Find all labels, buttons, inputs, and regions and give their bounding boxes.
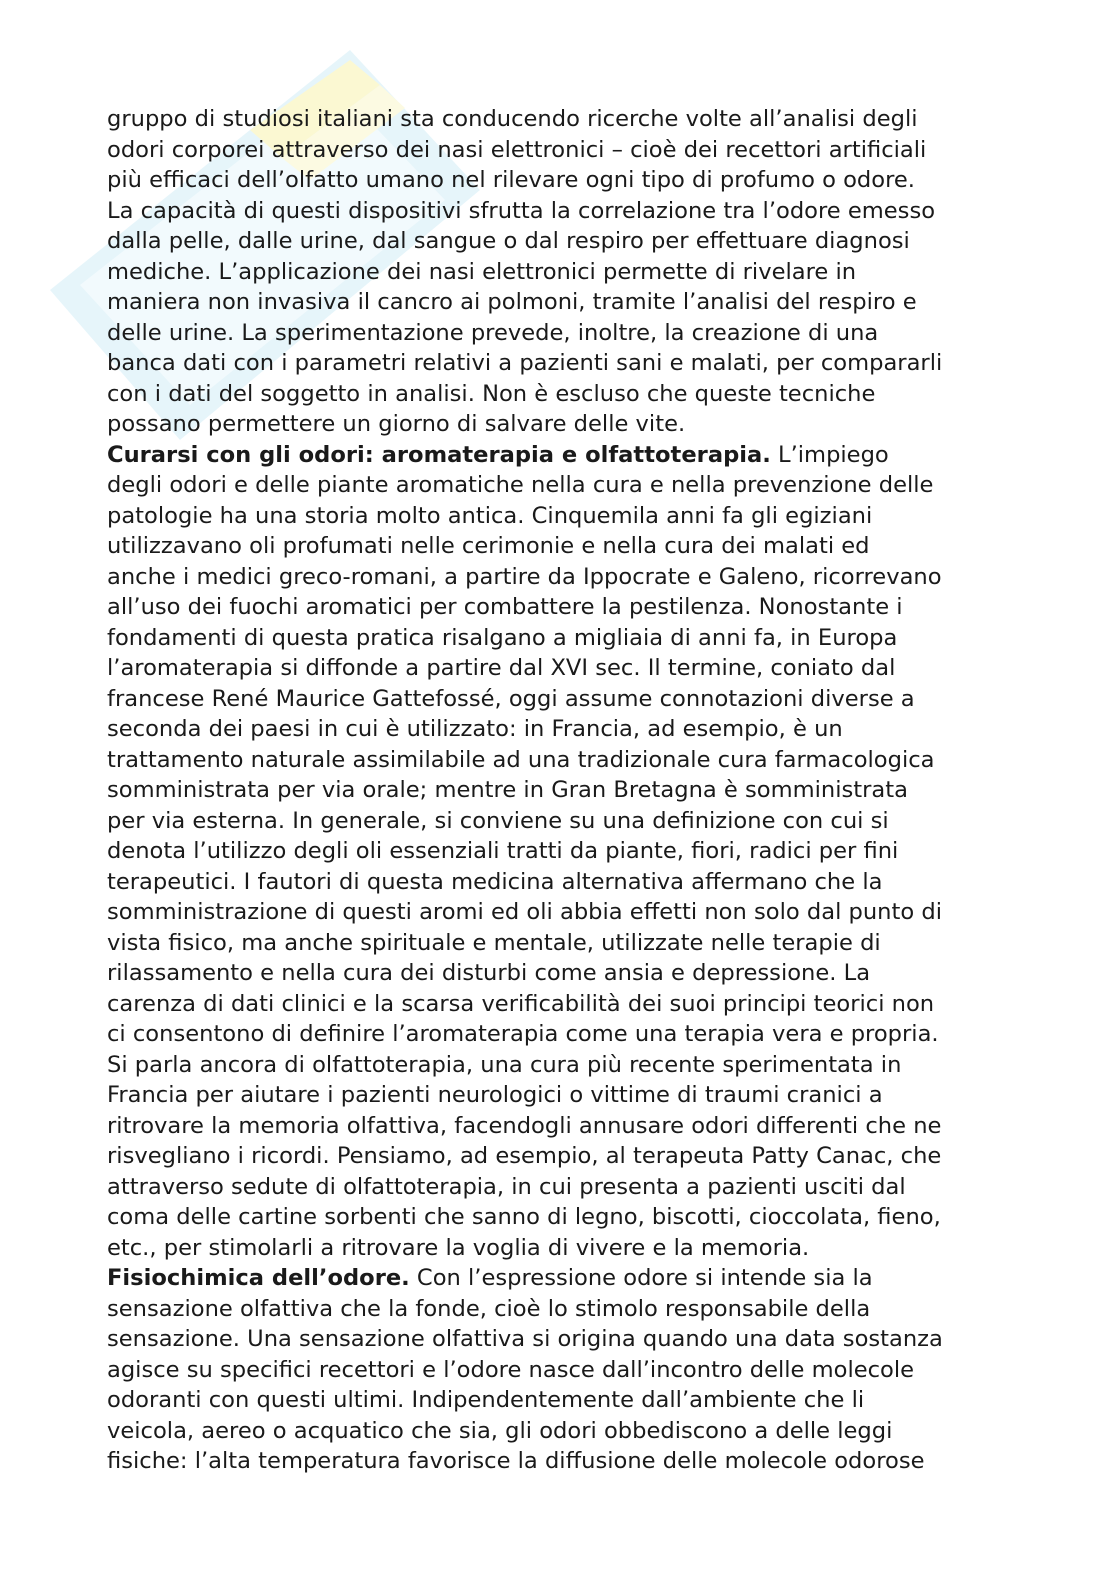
text-line: seconda dei paesi in cui è utilizzato: in Francia, ad esempio, è un <box>107 716 843 742</box>
text-line: trattamento naturale assimilabile ad una tradizionale cura farmacologica <box>107 746 935 773</box>
text-line: odori corporei attraverso dei nasi elettronici – cioè dei recettori artificiali <box>107 136 927 163</box>
text-line <box>107 440 1022 471</box>
text-line: sensazione olfattiva che la fonde, cioè lo stimolo responsabile della <box>107 1295 871 1322</box>
text-line: ci consentono di definire l’aromaterapia come una terapia vera e propria. <box>107 1021 939 1047</box>
text-line: banca dati con i parametri relativi a pazienti sani e malati, per compararli <box>107 350 943 376</box>
text-line: degli odori e delle piante aromatiche nella cura e nella prevenzione delle <box>107 472 934 498</box>
text-line <box>107 1263 1022 1294</box>
text-line: Si parla ancora di olfattoterapia, una cura più recente sperimentata in <box>107 1051 902 1078</box>
text-line: rilassamento e nella cura dei disturbi come ansia e depressione. La <box>107 960 871 986</box>
text-line: fondamenti di questa pratica risalgano a migliaia di anni fa, in Europa <box>107 624 898 651</box>
text-line: terapeutici. I fautori di questa medicina alternativa affermano che la <box>107 868 883 895</box>
text-line: agisce su specifici recettori e l’odore nasce dall’incontro delle molecole <box>107 1356 915 1383</box>
text-line: maniera non invasiva il cancro ai polmoni, tramite l’analisi del respiro e <box>107 289 917 315</box>
section-odor-physics <box>107 1263 1022 1477</box>
text-line: francese René Maurice Gattefossé, oggi assume connotazioni diverse a <box>107 685 915 712</box>
text-line: utilizzavano oli profumati nelle cerimonie e nella cura dei malati ed <box>107 533 870 559</box>
paragraph-e-nose <box>107 104 1022 440</box>
text-line: carenza di dati clinici e la scarsa verificabilità dei suoi principi teorici non <box>107 990 935 1017</box>
text-line: per via esterna. In generale, si conviene su una definizione con cui si <box>107 807 889 834</box>
text-line: con i dati del soggetto in analisi. Non è escluso che queste tecniche <box>107 380 876 407</box>
text-line: dalla pelle, dalle urine, dal sangue o dal respiro per effettuare diagnosi <box>107 228 910 254</box>
text-line: denota l’utilizzo degli oli essenziali tratti da piante, fiori, radici per fini <box>107 838 899 864</box>
heading-line-text: Con l’espressione odore si intende sia la <box>409 1265 873 1291</box>
text-line: La capacità di questi dispositivi sfrutta la correlazione tra l’odore emesso <box>107 197 936 224</box>
text-line: più efficaci dell’olfatto umano nel rilevare ogni tipo di profumo o odore. <box>107 167 915 193</box>
text-line: coma delle cartine sorbenti che sanno di legno, biscotti, cioccolata, fieno, <box>107 1204 941 1230</box>
section-aromatherapy <box>107 440 1022 1264</box>
text-line: ritrovare la memoria olfattiva, facendogli annusare odori differenti che ne <box>107 1112 942 1139</box>
text-line: somministrata per via orale; mentre in Gran Bretagna è somministrata <box>107 777 908 803</box>
section-heading-aromatherapy: Curarsi con gli odori: aromaterapia e olfattoterapia. <box>107 441 771 468</box>
text-line: anche i medici greco-romani, a partire da Ippocrate e Galeno, ricorrevano <box>107 563 942 590</box>
document-body <box>107 104 1022 1477</box>
text-line: delle urine. La sperimentazione prevede, inoltre, la creazione di una <box>107 319 879 346</box>
text-line: risvegliano i ricordi. Pensiamo, ad esempio, al terapeuta Patty Canac, che <box>107 1143 942 1169</box>
text-line: all’uso dei fuochi aromatici per combattere la pestilenza. Nonostante i <box>107 594 903 620</box>
text-line: odoranti con questi ultimi. Indipendentemente dall’ambiente che li <box>107 1387 865 1413</box>
text-line: fisiche: l’alta temperatura favorisce la diffusione delle molecole odorose <box>107 1448 925 1474</box>
text-line: gruppo di studiosi italiani sta conducendo ricerche volte all’analisi degli <box>107 106 918 132</box>
text-line: somministrazione di questi aromi ed oli abbia effetti non solo dal punto di <box>107 899 942 925</box>
heading-line-text: L’impiego <box>770 441 889 468</box>
text-line: Francia per aiutare i pazienti neurologici o vittime di traumi cranici a <box>107 1082 883 1108</box>
section-heading-odor-physics: Fisiochimica dell’odore. <box>107 1265 410 1291</box>
text-line: possano permettere un giorno di salvare delle vite. <box>107 411 686 437</box>
text-line: veicola, aereo o acquatico che sia, gli odori obbediscono a delle leggi <box>107 1417 893 1444</box>
text-line: attraverso sedute di olfattoterapia, in cui presenta a pazienti usciti dal <box>107 1173 906 1200</box>
text-line: l’aromaterapia si diffonde a partire dal XVI sec. Il termine, coniato dal <box>107 655 896 681</box>
text-line: sensazione. Una sensazione olfattiva si origina quando una data sostanza <box>107 1326 943 1352</box>
text-line: mediche. L’applicazione dei nasi elettronici permette di rivelare in <box>107 258 857 285</box>
text-line: etc., per stimolarli a ritrovare la voglia di vivere e la memoria. <box>107 1234 810 1261</box>
text-line: patologie ha una storia molto antica. Cinquemila anni fa gli egiziani <box>107 502 873 529</box>
text-line: vista fisico, ma anche spirituale e mentale, utilizzate nelle terapie di <box>107 929 881 956</box>
